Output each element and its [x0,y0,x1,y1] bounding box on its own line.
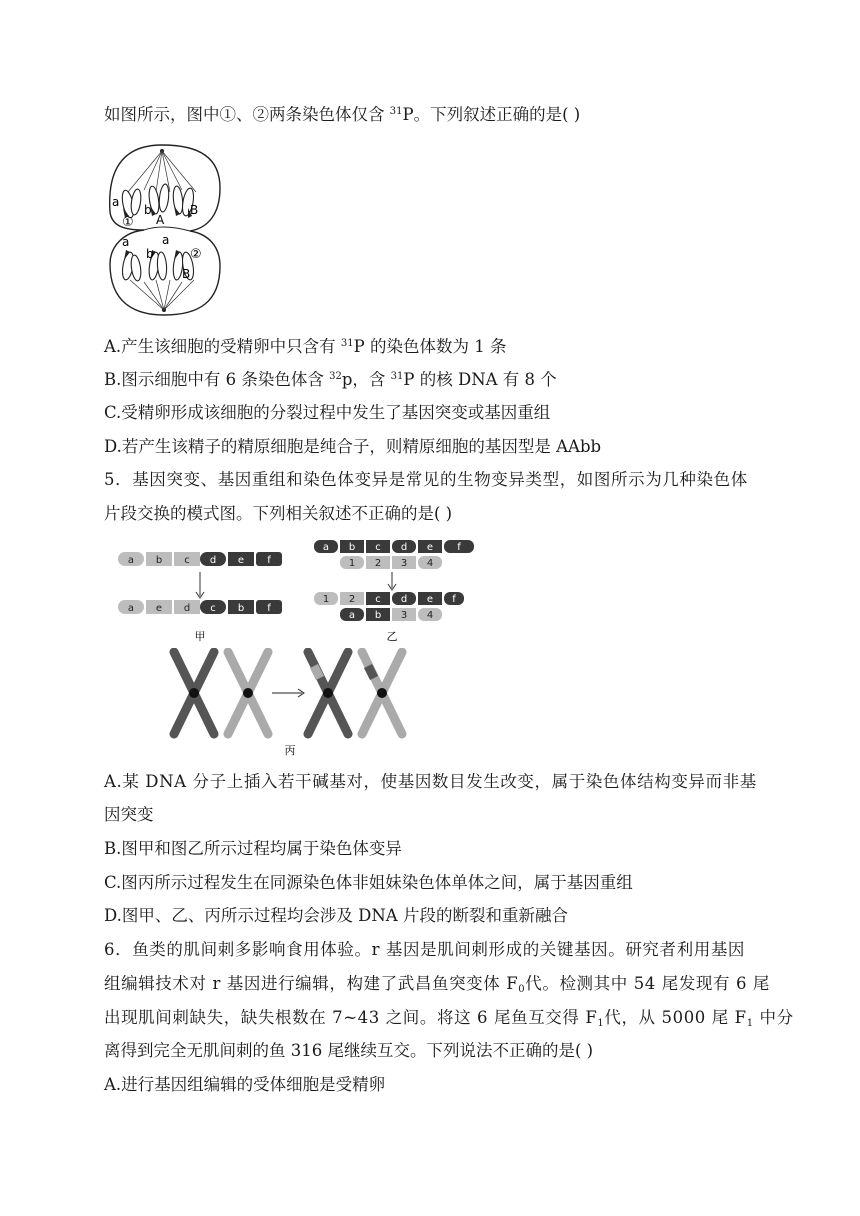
bing-left-dark-x [174,652,214,734]
q5-option-a-line1: A.某 DNA 分子上插入若干碱基对，使基因数目发生改变，属于染色体结构变异而非基 [104,772,757,791]
svg-text:2: 2 [374,558,382,569]
label-a-top: a [112,195,120,209]
yi-top-chromosomes [314,540,474,569]
svg-text:f: f [267,603,271,614]
q4-option-d: D.若产生该精子的精原细胞是纯合子，则精原细胞的基因型是 AAbb [104,437,602,456]
svg-text:3: 3 [400,610,408,621]
bing-left-light-x [228,652,268,734]
label-B-bottom: B [182,267,191,281]
label-a-bottom-2: a [162,233,170,247]
jia-top-chromosome [118,552,282,566]
label-yi: 乙 [386,630,398,643]
label-jia: 甲 [194,630,206,643]
svg-text:f: f [457,542,461,553]
svg-text:1: 1 [348,558,356,569]
svg-text:d: d [400,542,408,553]
svg-text:f: f [452,594,456,605]
svg-text:a: a [322,542,330,553]
q4-cell-figure [104,142,226,318]
svg-text:a: a [127,603,135,614]
q6-stem-line2: 组编辑技术对 r 基因进行编辑，构建了武昌鱼突变体 $F_0$代。检测其中 54 尾发现有 6 尾 [104,974,771,995]
label-b-top: b [144,203,152,217]
bing-arrow [272,689,304,697]
q4-option-b: B.图示细胞中有 6 条染色体含 $^{32}$p，含 $^{31}$P 的核 DNA 有 8 个 [104,370,557,389]
label-a-bottom-1: a [122,235,130,249]
bing-right-dark-x [308,652,348,734]
svg-text:b: b [374,610,382,621]
q6-stem-line1: 6．鱼类的肌间刺多影响食用体验。r 基因是肌间刺形成的关键基因。研究者利用基因 [104,940,746,959]
svg-text:e: e [426,594,434,605]
q4-option-c: C.受精卵形成该细胞的分裂过程中发生了基因突变或基因重组 [104,403,551,422]
q5-option-c: C.图丙所示过程发生在同源染色体非姐妹染色体单体之间，属于基因重组 [104,873,633,892]
svg-text:e: e [237,555,245,566]
svg-text:2: 2 [348,594,356,605]
svg-text:c: c [184,555,190,566]
svg-text:c: c [375,594,381,605]
q5-stem-line1: 5．基因突变、基因重组和染色体变异是常见的生物变异类型，如图所示为几种染色体 [104,470,748,489]
svg-text:d: d [183,603,191,614]
svg-text:4: 4 [426,610,434,621]
q6-stem-line4: 离得到完全无肌间刺的鱼 316 尾继续互交。下列说法不正确的是( ) [104,1041,594,1060]
q6-option-a: A.进行基因组编辑的受体细胞是受精卵 [104,1075,386,1094]
q4-stem: 如图所示，图中①、②两条染色体仅含 $^{31}$P。下列叙述正确的是( ) [104,105,581,124]
q5-option-b: B.图甲和图乙所示过程均属于染色体变异 [104,839,402,858]
svg-text:a: a [348,610,356,621]
svg-text:c: c [210,603,216,614]
q5-option-a-line2: 因突变 [104,805,154,824]
label-circle-one: ① [122,215,134,230]
svg-text:1: 1 [322,594,330,605]
q5-figure-jia-yi [112,538,492,648]
svg-text:d: d [209,555,217,566]
label-B-top: B [190,203,199,217]
jia-bottom-chromosome [118,600,282,614]
q5-figure-bing [166,648,426,758]
svg-text:a: a [127,555,135,566]
q4-option-a: A.产生该细胞的受精卵中只含有 $^{31}$P 的染色体数为 1 条 [104,337,507,356]
svg-text:4: 4 [426,558,434,569]
svg-text:b: b [155,555,163,566]
label-A: A [156,213,165,227]
q5-option-d: D.图甲、乙、丙所示过程均会涉及 DNA 片段的断裂和重新融合 [104,906,568,925]
label-b-bottom: b [146,247,154,261]
bing-right-light-x [362,652,402,734]
svg-text:3: 3 [400,558,408,569]
label-circle-two: ② [190,247,202,262]
svg-text:d: d [400,594,408,605]
svg-text:e: e [426,542,434,553]
yi-bottom-chromosomes [314,592,464,621]
svg-text:f: f [267,555,271,566]
svg-text:e: e [155,603,163,614]
label-bing: 丙 [284,744,296,757]
svg-text:b: b [348,542,356,553]
svg-text:c: c [375,542,381,553]
q6-stem-line3: 出现肌间刺缺失，缺失根数在 7~43 之间。将这 6 尾鱼互交得 $F_1$代，从 5000 尾 $F_1$ 中分 [104,1008,794,1029]
svg-text:b: b [237,603,245,614]
q5-stem-line2: 片段交换的模式图。下列相关叙述不正确的是( ) [104,504,453,523]
